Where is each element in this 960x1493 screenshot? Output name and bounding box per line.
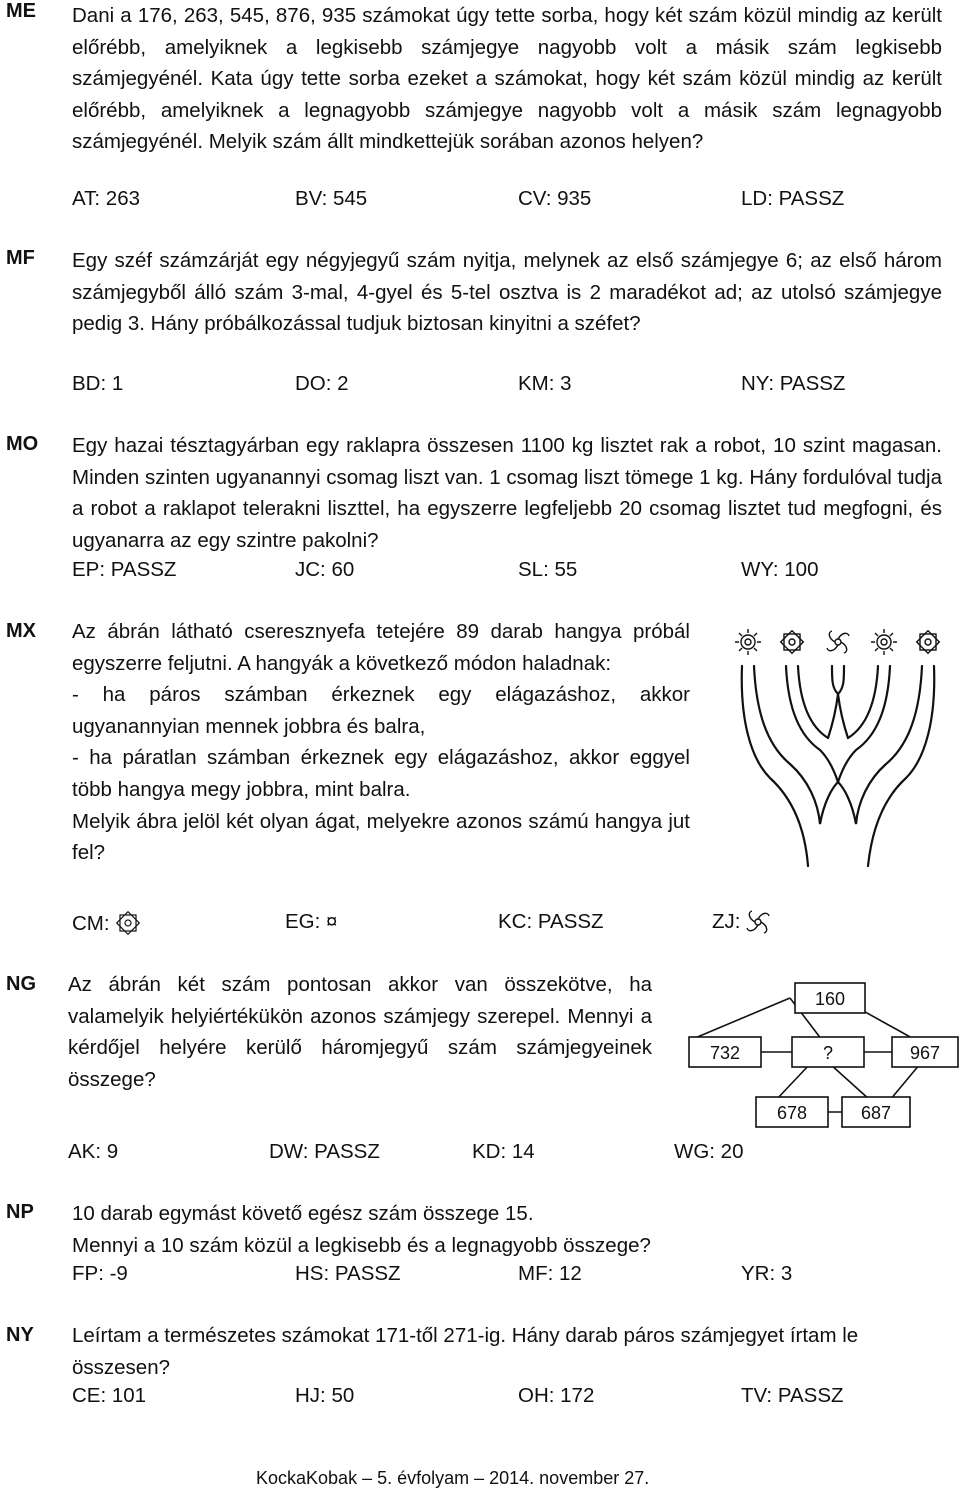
answer-option: OH: 172 [518, 1384, 595, 1407]
octagram-icon [115, 910, 141, 936]
answer-option: BD: 1 [72, 372, 124, 395]
answer-option: TV: PASSZ [741, 1384, 844, 1407]
graph-node: 732 [709, 1043, 741, 1063]
answer-option: DW: PASSZ [269, 1140, 380, 1163]
answer-option: FP: -9 [72, 1262, 128, 1285]
octagram-icon [781, 631, 804, 654]
problem-line: - ha páros számban érkeznek egy elágazáshoz, akkor ugyanannyian mennek jobbra és balra, [72, 683, 690, 738]
problem-line: Melyik ábra jelöl két olyan ágat, melyekre azonos számú hangya jut fel? [72, 809, 690, 865]
answer-option: EG: ¤ [285, 910, 338, 933]
answer-option: EP: PASSZ [72, 558, 177, 581]
problem-code-ny: NY [6, 1324, 34, 1346]
answer-option: KM: 3 [518, 372, 572, 395]
cherry-tree-figure [720, 618, 960, 868]
answer-option: DO: 2 [295, 372, 349, 395]
problem-line: Mennyi a 10 szám közül a legkisebb és a legnagyobb összege? [72, 1233, 651, 1257]
answer-option: CE: 101 [72, 1384, 147, 1407]
answer-option: MF: 12 [518, 1262, 582, 1285]
problem-code-mx: MX [6, 620, 36, 642]
sun-icon [871, 629, 897, 655]
answer-option: YR: 3 [741, 1262, 793, 1285]
answer-option [712, 910, 770, 934]
pinwheel-icon [746, 910, 770, 934]
problem-code-mf: MF [6, 247, 35, 269]
pinwheel-icon [827, 631, 849, 653]
answer-option: KD: 14 [472, 1140, 535, 1163]
answer-option: CV: 935 [518, 187, 592, 210]
problem-line: - ha páratlan számban érkeznek egy elágazáshoz, akkor eggyel több hangya megy jobbra, mint balra. [72, 746, 690, 801]
graph-node-unknown: ? [822, 1043, 834, 1063]
problem-text-mf: Egy széf számzárját egy négyjegyű szám nyitja, melynek az első számjegye 6; az első három számjegyből álló szám 3-mal, 4-gyel és 5-tel osztva is 2 maradékot ad; az utolsó számjegye pedig 3. Hány próbálkozással tudjuk biztosan kinyitni a széfet? [72, 249, 942, 336]
problem-code-mo: MO [6, 433, 39, 455]
answer-option: WG: 20 [674, 1140, 744, 1163]
number-graph [680, 976, 960, 1136]
graph-node: 687 [860, 1103, 892, 1123]
problem-text-np [72, 1198, 942, 1261]
page-footer: KockaKobak – 5. évfolyam – 2014. november 27. [256, 1468, 650, 1488]
problem-text-mo: Egy hazai tésztagyárban egy raklapra összesen 1100 kg lisztet rak a robot, 10 szint magasan. Minden szinten ugyanannyi csomag liszt van. 1 csomag liszt tömege 1 kg. Hány fordulóval tudja a robot a raklapot telerakni liszttel, ha egyszerre legfeljebb 20 csomag lisztet tud megfogni, és ugyanarra az egy szintre pakolni? [72, 434, 942, 552]
problem-text-ny: Leírtam a természetes számokat 171-től 271-ig. Hány darab páros számjegyet írtam le összesen? [72, 1324, 859, 1379]
answer-option-label: ZJ: [712, 910, 741, 933]
problem-code-me: ME [6, 0, 36, 22]
problem-text-ng: Az ábrán két szám pontosan akkor van összekötve, ha valamelyik helyiértékükön azonos számjegy szerepel. Mennyi a kérdőjel helyére kerülő háromjegyű szám számjegyeinek összege? [68, 973, 652, 1091]
tree-branches [742, 666, 935, 866]
answer-option: HS: PASSZ [295, 1262, 401, 1285]
answer-option: LD: PASSZ [741, 187, 845, 210]
answer-option: BV: 545 [295, 187, 368, 210]
answer-option: KC: PASSZ [498, 910, 604, 933]
answer-option: AT: 263 [72, 187, 140, 210]
problem-line: 10 darab egymást követő egész szám összege 15. [72, 1202, 534, 1225]
graph-node: 678 [776, 1103, 808, 1123]
answer-option [72, 910, 141, 936]
problem-code-ng: NG [6, 973, 36, 995]
answer-option: WY: 100 [741, 558, 819, 581]
answer-option: JC: 60 [295, 558, 355, 581]
problem-line: Az ábrán látható cseresznyefa tetejére 89 darab hangya próbál egyszerre feljutni. A hangyák a következő módon haladnak: [72, 620, 690, 675]
answer-option-label: CM: [72, 912, 110, 935]
answer-option: NY: PASSZ [741, 372, 846, 395]
problem-text-mx [72, 616, 690, 869]
problem-code-np: NP [6, 1201, 34, 1223]
answer-option: AK: 9 [68, 1140, 119, 1163]
octagram-icon [917, 631, 940, 654]
graph-node: 967 [909, 1043, 941, 1063]
answer-option: SL: 55 [518, 558, 578, 581]
sun-icon [735, 629, 761, 655]
problem-text-me: Dani a 176, 263, 545, 876, 935 számokat úgy tette sorba, hogy két szám közül mindig az került előrébb, amelyiknek a legkisebb számjegye nagyobb volt a másik szám legkisebb számjegyénél. Kata úgy tette sorba ezeket a számokat, hogy két szám közül mindig az került előrébb, amelyiknek a legnagyobb számjegye nagyobb volt a másik szám legnagyobb számjegyénél. Melyik szám állt mindkettejük sorában azonos helyen? [72, 4, 942, 154]
branch-symbols [735, 629, 939, 655]
answer-option: HJ: 50 [295, 1384, 355, 1407]
graph-node: 160 [814, 989, 846, 1009]
